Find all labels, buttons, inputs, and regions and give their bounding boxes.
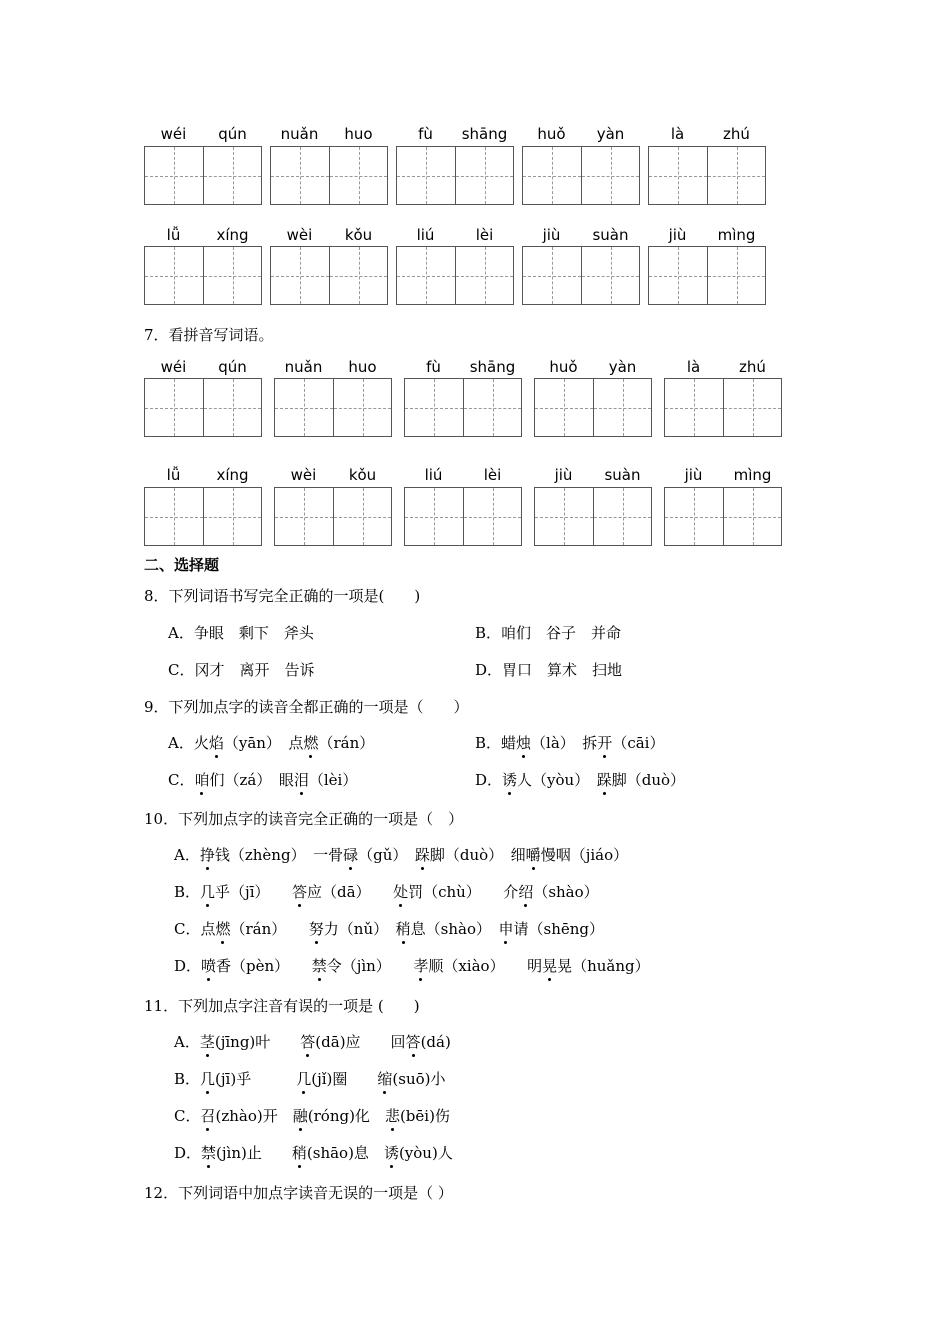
option-text: 们（zá） 眼 bbox=[209, 771, 294, 789]
pinyin-label: shāng bbox=[469, 358, 516, 376]
dotted-char: 茎 bbox=[199, 1033, 215, 1051]
pinyin-label: jiù bbox=[668, 226, 687, 244]
option-text: （shào） bbox=[533, 883, 599, 901]
dotted-char: 努 bbox=[308, 920, 324, 938]
write-boxes-row[interactable] bbox=[144, 487, 794, 546]
dotted-char: 召 bbox=[200, 1107, 216, 1125]
pinyin-label: wèi bbox=[286, 226, 313, 244]
char-cell[interactable] bbox=[707, 147, 765, 204]
dotted-char: 绍 bbox=[518, 883, 534, 901]
option-text: （rán） bbox=[318, 734, 375, 752]
char-cell[interactable] bbox=[723, 488, 781, 545]
q10-option-c[interactable] bbox=[174, 918, 604, 939]
char-cell[interactable] bbox=[203, 247, 261, 304]
char-cell[interactable] bbox=[203, 379, 261, 436]
q10-option-a[interactable] bbox=[174, 844, 628, 865]
char-cell[interactable] bbox=[665, 488, 723, 545]
dotted-char: 喷 bbox=[201, 957, 217, 975]
option-text: 乎（jī） bbox=[215, 883, 292, 901]
pinyin-row bbox=[144, 125, 774, 143]
dotted-char: 晃 bbox=[542, 957, 558, 975]
pinyin-row bbox=[144, 358, 794, 376]
option-text: （cāi） bbox=[612, 734, 665, 752]
option-text: (suō)小 bbox=[392, 1070, 446, 1088]
pinyin-label: jiù bbox=[684, 466, 703, 484]
q8-option-a[interactable]: A．争眼 剩下 斧头 bbox=[168, 624, 314, 642]
pinyin-label: wéi bbox=[160, 125, 187, 143]
char-cell[interactable] bbox=[707, 247, 765, 304]
option-text: 香（pèn） bbox=[216, 957, 312, 975]
dotted-char: 碌 bbox=[343, 846, 359, 864]
option-text: A． bbox=[174, 846, 200, 864]
dotted-char: 嚼 bbox=[525, 846, 541, 864]
word-box[interactable] bbox=[664, 378, 782, 437]
dotted-char: 申 bbox=[498, 920, 514, 938]
dotted-char: 处 bbox=[393, 883, 409, 901]
pinyin-label: kǒu bbox=[348, 466, 377, 484]
option-text: B．蜡 bbox=[475, 734, 517, 752]
word-box[interactable] bbox=[270, 146, 388, 205]
question-8-stem: 8．下列词语书写完全正确的一项是( ) bbox=[144, 587, 421, 605]
q9-option-b[interactable] bbox=[475, 732, 664, 753]
option-text: 请（shēng） bbox=[513, 920, 604, 938]
word-box[interactable] bbox=[404, 378, 522, 437]
pinyin-label: là bbox=[686, 358, 701, 376]
word-box[interactable] bbox=[648, 146, 766, 205]
word-box[interactable] bbox=[144, 487, 262, 546]
dotted-char: 燃 bbox=[215, 920, 231, 938]
option-text: 息（shào） bbox=[410, 920, 499, 938]
option-text: (shāo)息 bbox=[306, 1144, 384, 1162]
pinyin-label: wéi bbox=[160, 358, 187, 376]
write-boxes-row[interactable] bbox=[144, 146, 774, 205]
pinyin-label: nuǎn bbox=[284, 358, 323, 376]
word-box[interactable] bbox=[144, 246, 262, 305]
char-cell[interactable] bbox=[333, 379, 391, 436]
char-cell[interactable] bbox=[581, 247, 639, 304]
pinyin-label: jiù bbox=[542, 226, 561, 244]
word-box[interactable] bbox=[274, 487, 392, 546]
option-text: A．火 bbox=[168, 734, 209, 752]
char-cell[interactable] bbox=[397, 147, 455, 204]
char-cell[interactable] bbox=[455, 147, 513, 204]
option-text: （gǔ） bbox=[358, 846, 415, 864]
pinyin-label: huo bbox=[344, 125, 373, 143]
char-cell[interactable] bbox=[329, 247, 387, 304]
pinyin-label: jiù bbox=[554, 466, 573, 484]
char-cell[interactable] bbox=[203, 147, 261, 204]
pinyin-label: mìng bbox=[717, 226, 756, 244]
question-10-stem: 10．下列加点字的读音完全正确的一项是（ ） bbox=[144, 810, 464, 828]
dotted-char: 答 bbox=[292, 883, 308, 901]
pinyin-label: zhú bbox=[739, 358, 766, 376]
dotted-char: 咱 bbox=[194, 771, 210, 789]
q8-option-d[interactable]: D．胃口 算术 扫地 bbox=[475, 661, 623, 679]
word-box[interactable] bbox=[522, 146, 640, 205]
pinyin-label: suàn bbox=[604, 466, 641, 484]
pinyin-label: xíng bbox=[216, 226, 249, 244]
q11-option-d[interactable] bbox=[174, 1142, 453, 1163]
char-cell[interactable] bbox=[649, 247, 707, 304]
option-text: 脚（duò） 细 bbox=[429, 846, 526, 864]
option-text: 顺（xiào） 明 bbox=[428, 957, 543, 975]
write-boxes-row[interactable] bbox=[144, 246, 774, 305]
option-text: 令（jìn） bbox=[326, 957, 414, 975]
q9-option-c[interactable] bbox=[168, 769, 357, 790]
char-cell[interactable] bbox=[271, 247, 329, 304]
pinyin-label: mìng bbox=[733, 466, 772, 484]
option-text: D． bbox=[174, 1144, 202, 1162]
dotted-char: 诱 bbox=[502, 771, 518, 789]
word-box[interactable] bbox=[144, 378, 262, 437]
pinyin-label: qún bbox=[218, 125, 247, 143]
option-text: （là） 拆 bbox=[531, 734, 598, 752]
q10-option-b[interactable] bbox=[174, 881, 599, 902]
option-text: C．点 bbox=[174, 920, 216, 938]
char-cell[interactable] bbox=[145, 488, 203, 545]
dotted-char: 禁 bbox=[201, 1144, 217, 1162]
word-box[interactable] bbox=[534, 487, 652, 546]
q8-option-b[interactable]: B．咱们 谷子 并命 bbox=[475, 624, 622, 642]
char-cell[interactable] bbox=[535, 488, 593, 545]
word-box[interactable] bbox=[522, 246, 640, 305]
pinyin-label: zhú bbox=[723, 125, 750, 143]
char-cell[interactable] bbox=[271, 147, 329, 204]
dotted-char: 几 bbox=[296, 1070, 312, 1088]
section-heading: 二、选择题 bbox=[144, 556, 220, 574]
char-cell[interactable] bbox=[275, 379, 333, 436]
option-text: B． bbox=[174, 883, 201, 901]
option-text: C． bbox=[174, 1107, 201, 1125]
option-text: 力（nǔ） bbox=[323, 920, 396, 938]
dotted-char: 开 bbox=[597, 734, 613, 752]
pinyin-label: fù bbox=[418, 125, 433, 143]
option-text: （lèi） bbox=[308, 771, 358, 789]
pinyin-label: nuǎn bbox=[280, 125, 319, 143]
pinyin-label: yàn bbox=[596, 125, 625, 143]
q9-option-d[interactable] bbox=[475, 769, 685, 790]
char-cell[interactable] bbox=[397, 247, 455, 304]
option-text: C． bbox=[168, 771, 195, 789]
question-7-title: 7．看拼音写词语。 bbox=[144, 326, 274, 344]
char-cell[interactable] bbox=[455, 247, 513, 304]
option-text: 人（yòu） bbox=[517, 771, 597, 789]
char-cell[interactable] bbox=[463, 379, 521, 436]
option-text: (jīng)叶 bbox=[214, 1033, 301, 1051]
dotted-char: 挣 bbox=[199, 846, 215, 864]
write-boxes-row[interactable] bbox=[144, 378, 794, 437]
pinyin-label: huǒ bbox=[549, 358, 578, 376]
option-text: (jìn)止 bbox=[216, 1144, 292, 1162]
word-box[interactable] bbox=[664, 487, 782, 546]
char-cell[interactable] bbox=[329, 147, 387, 204]
pinyin-label: lèi bbox=[483, 466, 502, 484]
pinyin-label: wèi bbox=[290, 466, 317, 484]
dotted-char: 跺 bbox=[414, 846, 430, 864]
pinyin-label: lèi bbox=[475, 226, 494, 244]
char-cell[interactable] bbox=[581, 147, 639, 204]
word-box[interactable] bbox=[404, 487, 522, 546]
option-text: 晃（huǎng） bbox=[557, 957, 650, 975]
char-cell[interactable] bbox=[275, 488, 333, 545]
dotted-char: 答 bbox=[300, 1033, 316, 1051]
dotted-char: 悲 bbox=[384, 1107, 400, 1125]
option-text: D． bbox=[475, 771, 503, 789]
dotted-char: 几 bbox=[200, 1070, 216, 1088]
option-text: 应（dā） bbox=[307, 883, 394, 901]
option-text: D． bbox=[174, 957, 202, 975]
char-cell[interactable] bbox=[145, 247, 203, 304]
pinyin-label: xíng bbox=[216, 466, 249, 484]
q8-option-c[interactable]: C．冈才 离开 告诉 bbox=[168, 661, 315, 679]
option-text: 罚（chù） 介 bbox=[408, 883, 519, 901]
question-9-stem: 9．下列加点字的读音全都正确的一项是（ ） bbox=[144, 698, 469, 716]
pinyin-label: kǒu bbox=[344, 226, 373, 244]
pinyin-label: liú bbox=[424, 466, 443, 484]
pinyin-label: liú bbox=[416, 226, 435, 244]
option-text: A． bbox=[174, 1033, 200, 1051]
char-cell[interactable] bbox=[523, 147, 581, 204]
dotted-char: 泪 bbox=[293, 771, 309, 789]
word-box[interactable] bbox=[270, 246, 388, 305]
option-text: (jī)乎 bbox=[215, 1070, 297, 1088]
char-cell[interactable] bbox=[333, 488, 391, 545]
q9-option-a[interactable] bbox=[168, 732, 374, 753]
dotted-char: 燃 bbox=[303, 734, 319, 752]
pinyin-label: huǒ bbox=[537, 125, 566, 143]
pinyin-row bbox=[144, 466, 794, 484]
pinyin-label: yàn bbox=[608, 358, 637, 376]
dotted-char: 孝 bbox=[413, 957, 429, 975]
question-12-stem: 12．下列词语中加点字读音无误的一项是（ ） bbox=[144, 1184, 453, 1202]
q10-option-d[interactable] bbox=[174, 955, 650, 976]
char-cell[interactable] bbox=[535, 379, 593, 436]
char-cell[interactable] bbox=[203, 488, 261, 545]
option-text: （rán） bbox=[230, 920, 309, 938]
dotted-char: 融 bbox=[292, 1107, 308, 1125]
char-cell[interactable] bbox=[665, 379, 723, 436]
option-text: (zhào)开 bbox=[215, 1107, 293, 1125]
pinyin-label: là bbox=[670, 125, 685, 143]
pinyin-label: fù bbox=[426, 358, 441, 376]
pinyin-label: qún bbox=[218, 358, 247, 376]
option-text: (róng)化 bbox=[307, 1107, 385, 1125]
pinyin-label: lǚ bbox=[166, 226, 181, 244]
q11-option-a[interactable] bbox=[174, 1031, 451, 1052]
char-cell[interactable] bbox=[463, 488, 521, 545]
dotted-char: 答 bbox=[405, 1033, 421, 1051]
char-cell[interactable] bbox=[405, 488, 463, 545]
char-cell[interactable] bbox=[523, 247, 581, 304]
option-text: 钱（zhèng） 一骨 bbox=[214, 846, 344, 864]
option-text: (bēi)伤 bbox=[399, 1107, 450, 1125]
option-text: (dá) bbox=[420, 1033, 451, 1051]
dotted-char: 诱 bbox=[383, 1144, 399, 1162]
char-cell[interactable] bbox=[593, 488, 651, 545]
dotted-char: 稍 bbox=[395, 920, 411, 938]
char-cell[interactable] bbox=[649, 147, 707, 204]
option-text: 慢咽（jiáo） bbox=[540, 846, 629, 864]
option-text: B． bbox=[174, 1070, 201, 1088]
pinyin-label: shāng bbox=[461, 125, 508, 143]
option-text: (yòu)人 bbox=[398, 1144, 453, 1162]
word-box[interactable] bbox=[144, 146, 262, 205]
option-text: （yān） 点 bbox=[223, 734, 304, 752]
q11-option-c[interactable] bbox=[174, 1105, 450, 1126]
char-cell[interactable] bbox=[145, 379, 203, 436]
dotted-char: 跺 bbox=[596, 771, 612, 789]
char-cell[interactable] bbox=[145, 147, 203, 204]
option-text: (dā)应 回 bbox=[315, 1033, 406, 1051]
word-box[interactable] bbox=[274, 378, 392, 437]
word-box[interactable] bbox=[396, 246, 514, 305]
char-cell[interactable] bbox=[405, 379, 463, 436]
word-box[interactable] bbox=[648, 246, 766, 305]
char-cell[interactable] bbox=[723, 379, 781, 436]
dotted-char: 烛 bbox=[516, 734, 532, 752]
option-text: 脚（duò） bbox=[611, 771, 686, 789]
dotted-char: 缩 bbox=[377, 1070, 393, 1088]
dotted-char: 几 bbox=[200, 883, 216, 901]
char-cell[interactable] bbox=[593, 379, 651, 436]
dotted-char: 稍 bbox=[291, 1144, 307, 1162]
q11-option-b[interactable] bbox=[174, 1068, 445, 1089]
word-box[interactable] bbox=[534, 378, 652, 437]
word-box[interactable] bbox=[396, 146, 514, 205]
pinyin-row bbox=[144, 226, 774, 244]
question-11-stem: 11．下列加点字注音有误的一项是 ( ) bbox=[144, 997, 420, 1015]
pinyin-label: huo bbox=[348, 358, 377, 376]
pinyin-label: suàn bbox=[592, 226, 629, 244]
dotted-char: 禁 bbox=[311, 957, 327, 975]
dotted-char: 焰 bbox=[208, 734, 224, 752]
pinyin-label: lǚ bbox=[166, 466, 181, 484]
option-text: (jǐ)圈 bbox=[311, 1070, 378, 1088]
